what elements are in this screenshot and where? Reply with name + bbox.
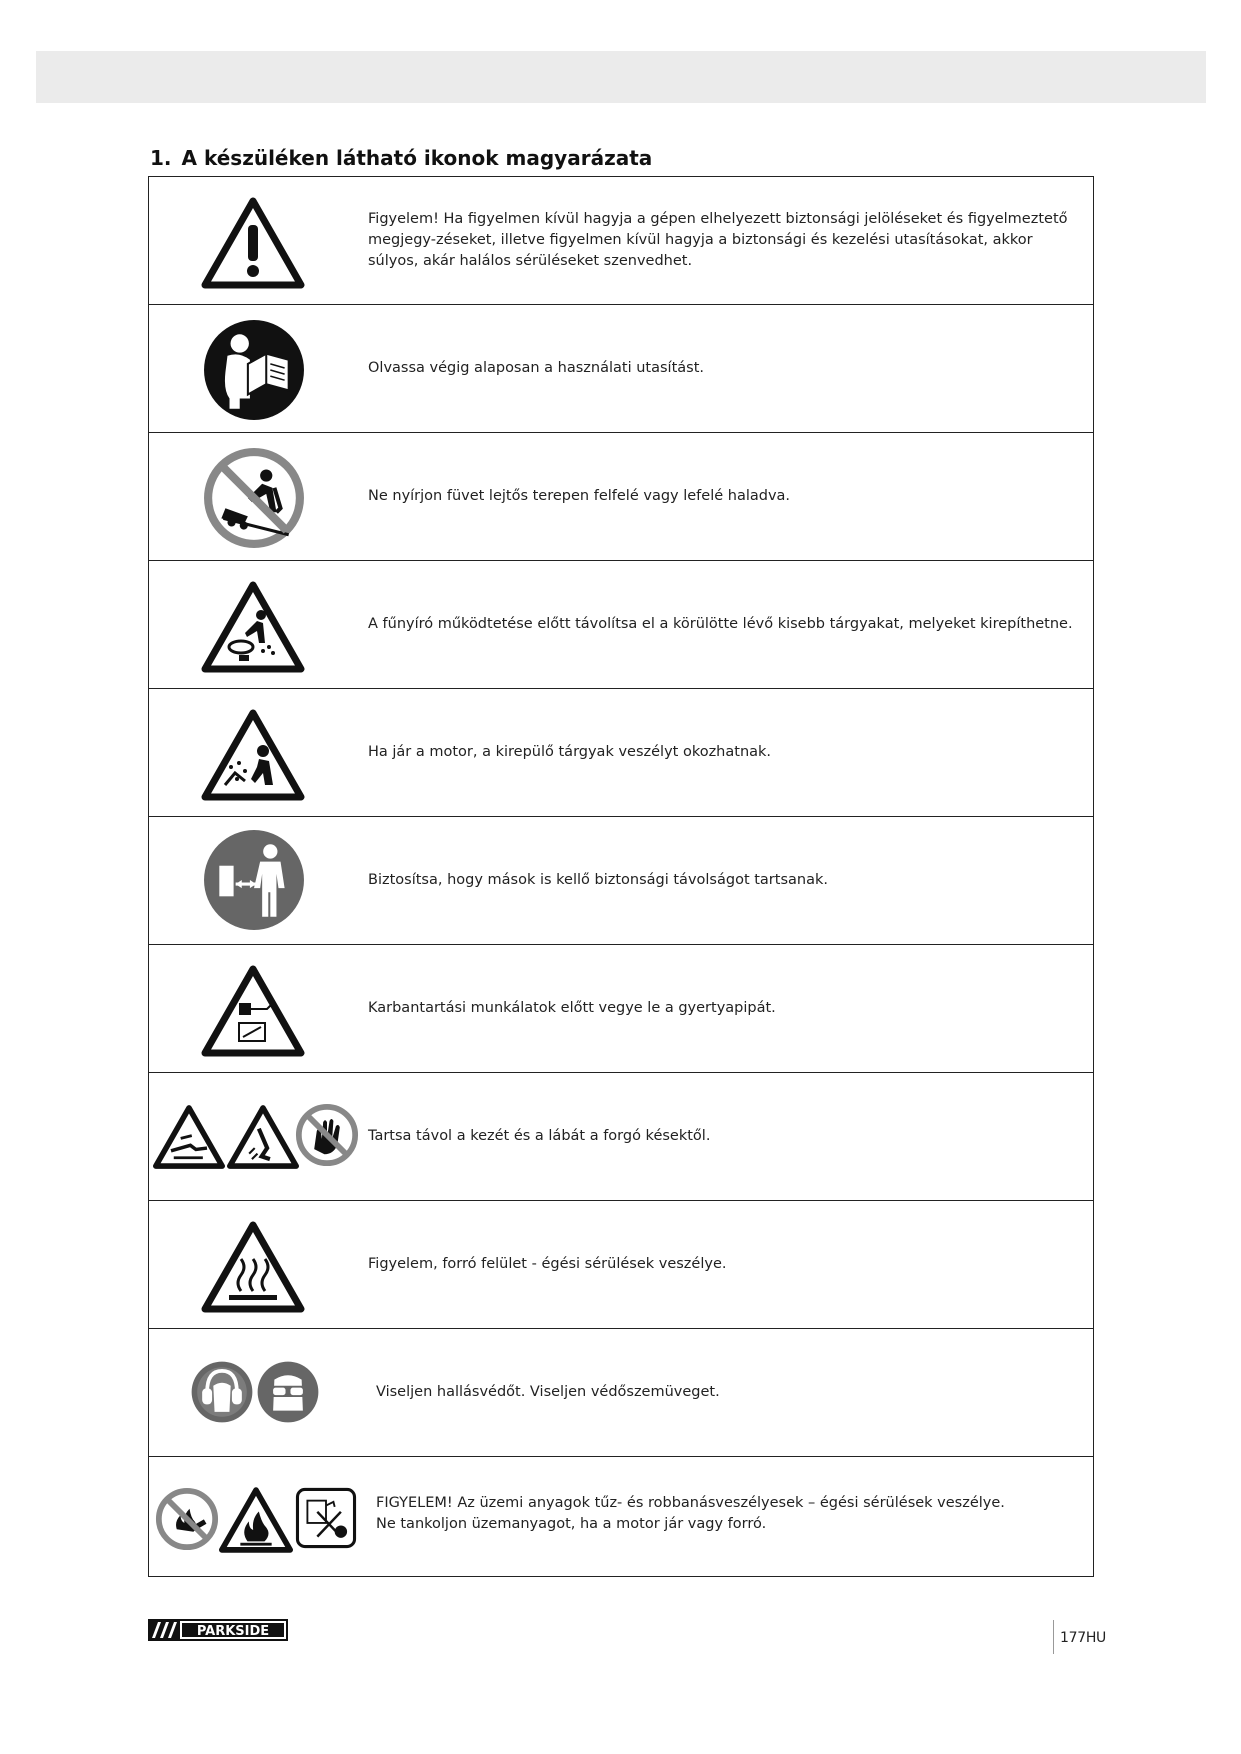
row-text: Olvassa végig alaposan a használati utasítást.	[368, 360, 704, 376]
section-title: A készüléken látható ikonok magyarázata	[181, 146, 653, 170]
hot-surface-warning-icon	[201, 1221, 305, 1313]
row-text-line: Ne tankoljon üzemanyagot, ha a motor jár vagy forró.	[376, 1516, 767, 1532]
no-refuel-hot-engine-icon	[295, 1487, 357, 1549]
no-hands-icon	[295, 1103, 359, 1167]
table-row	[149, 177, 1093, 305]
section-number: 1.	[150, 146, 172, 170]
table-row	[149, 689, 1093, 817]
table-row	[149, 1329, 1093, 1457]
section-heading	[150, 146, 652, 170]
eye-protection-icon	[257, 1361, 319, 1423]
row-text: Tartsa távol a kezét és a lábát a forgó késektől.	[368, 1128, 711, 1144]
table-row	[149, 1457, 1093, 1585]
table-row	[149, 1201, 1093, 1329]
foot-blade-warning-icon	[227, 1105, 299, 1169]
table-row	[149, 817, 1093, 945]
table-row	[149, 945, 1093, 1073]
row-text: Figyelem, forró felület - égési sérülések veszélye.	[368, 1256, 727, 1272]
warning-triangle-icon	[201, 197, 305, 289]
icon-explanation-table	[148, 176, 1094, 1577]
keep-distance-icon	[203, 829, 305, 931]
row-text: Figyelem! Ha figyelmen kívül hagyja a gépen elhelyezett biztonsági jelöléseket és figyelmeztető megjegy-zéseket, illetve figyelmen kívül hagyja a biztonsági és kezelési utasításokat, akkor súlyos, akár halálos sérüléseket szenvedhet.	[368, 211, 1068, 269]
table-row	[149, 561, 1093, 689]
read-manual-icon	[203, 319, 305, 421]
table-row	[149, 1073, 1093, 1201]
no-slope-mowing-icon	[203, 447, 305, 549]
remove-objects-warning-icon	[201, 581, 305, 673]
header-bar	[36, 51, 1206, 103]
page-number: 177HU	[1060, 1630, 1106, 1646]
row-text: A fűnyíró működtetése előtt távolítsa el a körülötte lévő kisebb tárgyakat, melyeket kirepíthetne.	[368, 616, 1073, 632]
table-row	[149, 305, 1093, 433]
flying-objects-warning-icon	[201, 709, 305, 801]
row-text: Biztosítsa, hogy mások is kellő biztonsági távolságot tartsanak.	[368, 872, 828, 888]
row-text: Karbantartási munkálatok előtt vegye le a gyertyapipát.	[368, 1000, 776, 1016]
parkside-logo	[148, 1619, 288, 1641]
footer-divider	[1053, 1620, 1054, 1654]
spark-plug-warning-icon	[201, 965, 305, 1057]
no-open-flame-icon	[155, 1487, 219, 1551]
flammable-warning-icon	[219, 1487, 293, 1553]
row-text: Ha jár a motor, a kirepülő tárgyak veszélyt okozhatnak.	[368, 744, 772, 760]
row-text-line: FIGYELEM! Az üzemi anyagok tűz- és robbanásveszélyesek – égési sérülések veszélye.	[376, 1495, 1005, 1511]
hand-blade-warning-icon	[153, 1105, 225, 1169]
row-text: Ne nyírjon füvet lejtős terepen felfelé vagy lefelé haladva.	[368, 488, 791, 504]
ear-protection-icon	[191, 1361, 253, 1423]
table-row	[149, 433, 1093, 561]
brand-text: PARKSIDE	[196, 1624, 270, 1639]
row-text: Viseljen hallásvédőt. Viseljen védőszemüveget.	[376, 1384, 720, 1400]
